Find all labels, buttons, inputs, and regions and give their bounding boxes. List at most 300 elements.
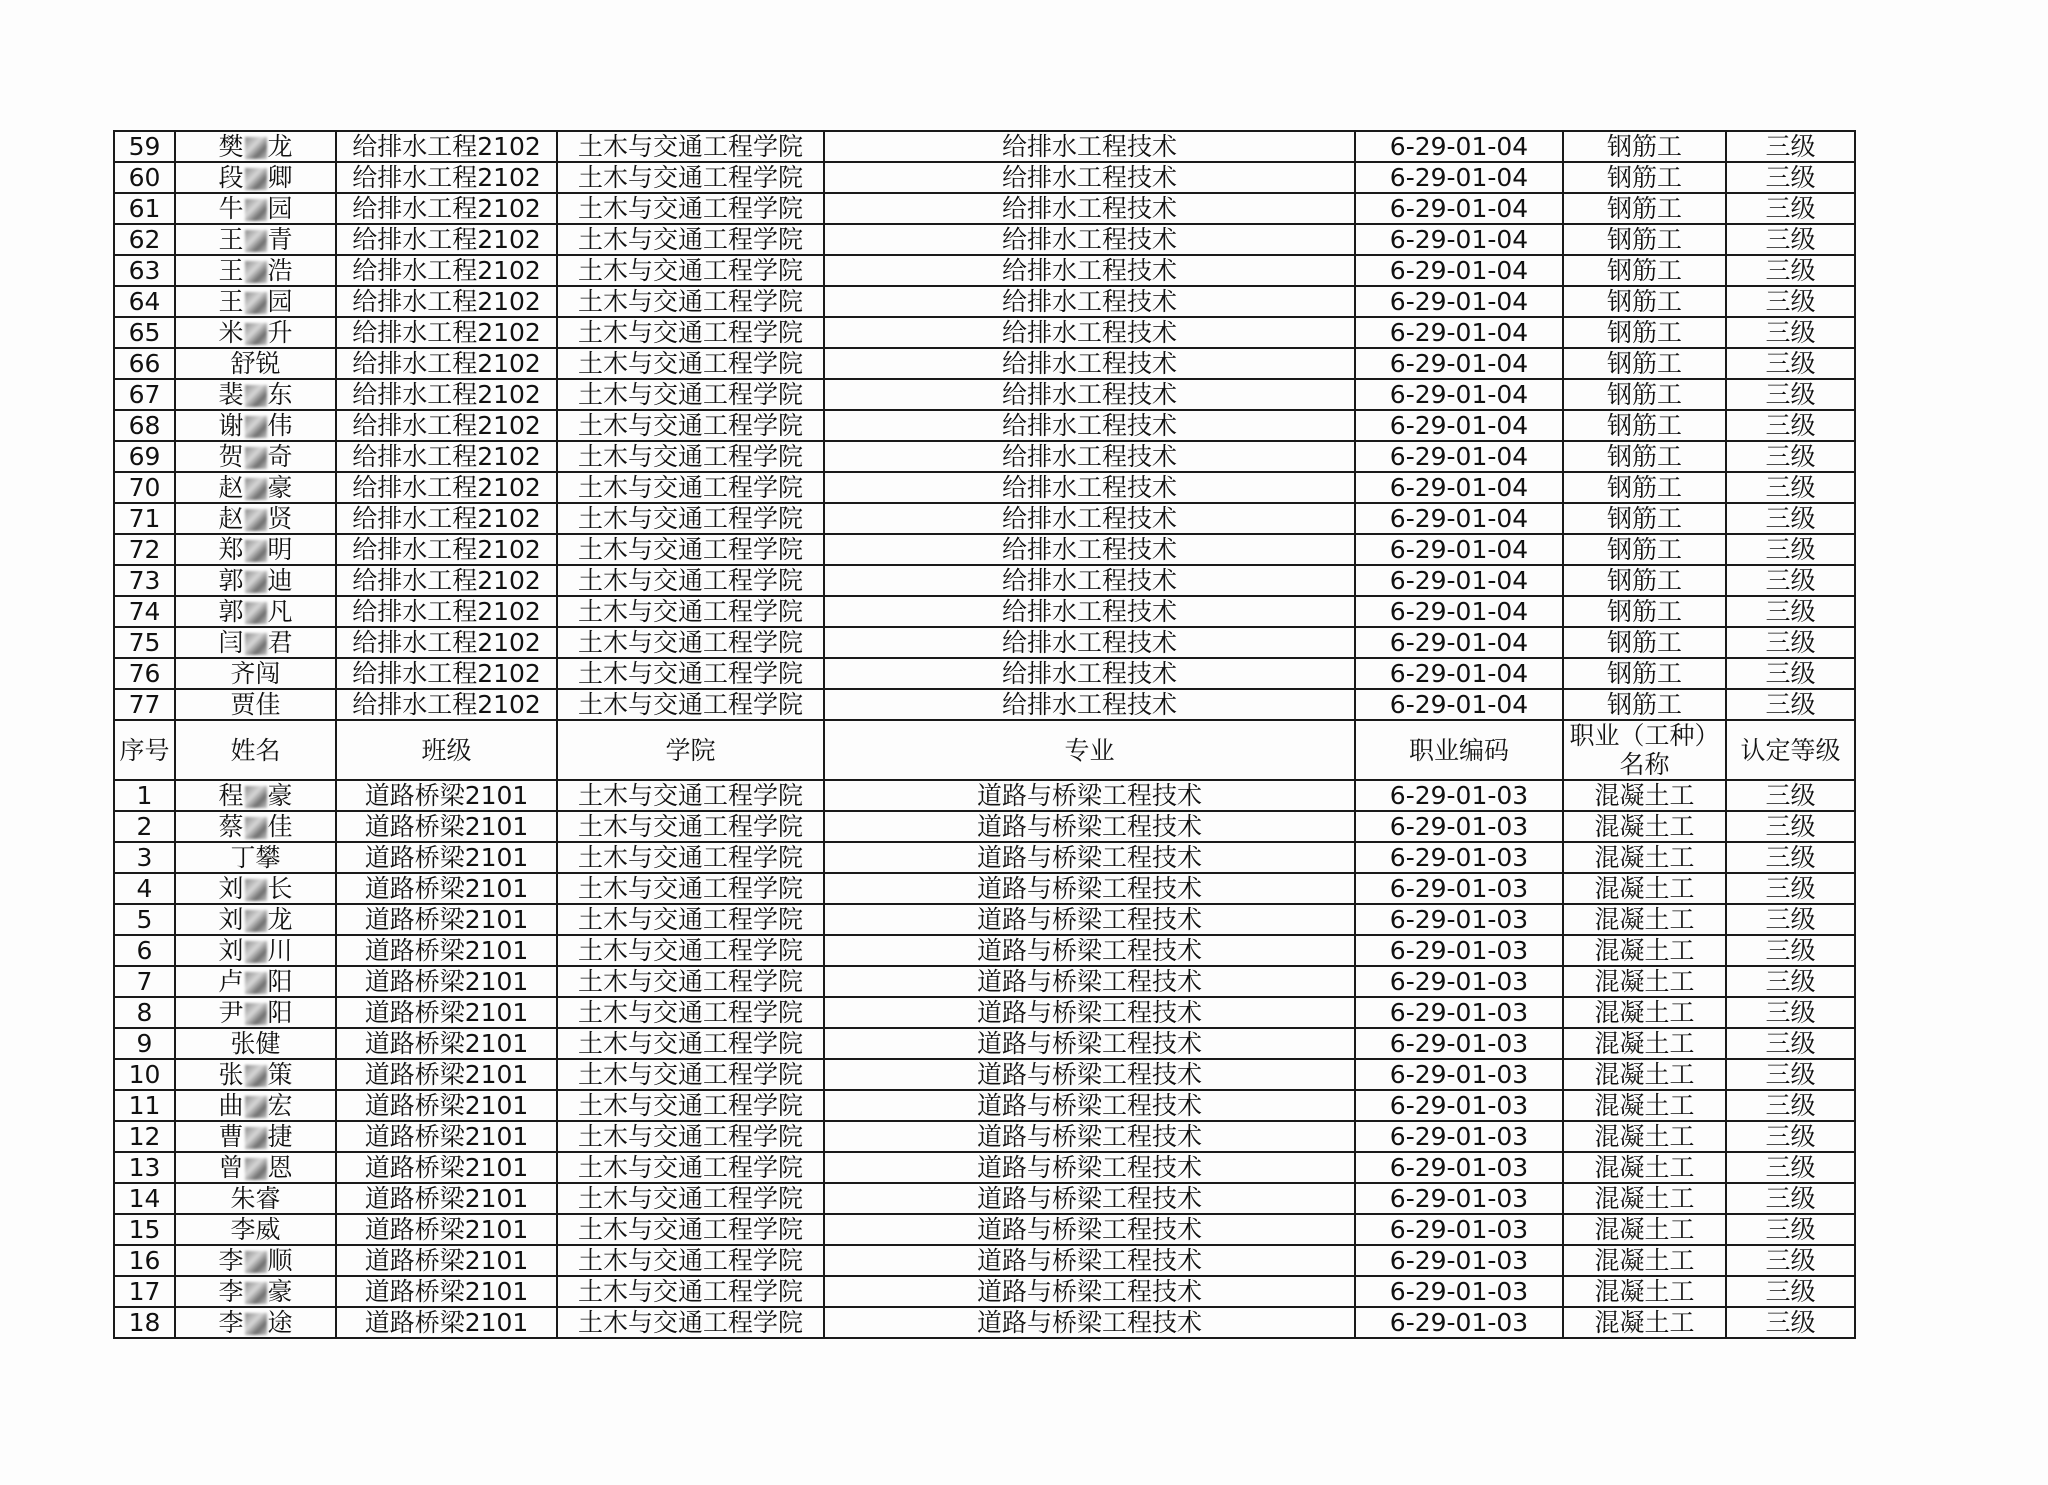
redaction-mask [245, 941, 267, 963]
name-char: 牛 [218, 194, 244, 223]
cell-class: 道路桥梁2101 [336, 1214, 557, 1245]
cell-job: 钢筋工 [1563, 565, 1726, 596]
cell-major: 给排水工程技术 [824, 286, 1355, 317]
cell-name [175, 286, 336, 317]
cell-seq: 77 [114, 689, 175, 720]
cell-college: 土木与交通工程学院 [557, 441, 824, 472]
cell-job: 混凝土工 [1563, 997, 1726, 1028]
cell-level: 三级 [1726, 472, 1855, 503]
cell-class: 道路桥梁2101 [336, 1276, 557, 1307]
cell-name [175, 842, 336, 873]
redaction-mask [245, 1251, 267, 1273]
cell-name [175, 193, 336, 224]
cell-code: 6-29-01-04 [1355, 534, 1563, 565]
name-char: 东 [267, 380, 293, 409]
cell-major: 给排水工程技术 [824, 565, 1355, 596]
cell-code: 6-29-01-04 [1355, 348, 1563, 379]
name-char: 谢 [218, 411, 244, 440]
cell-seq: 59 [114, 131, 175, 162]
table-row [114, 193, 1855, 224]
table-row [114, 1121, 1855, 1152]
cell-class: 给排水工程2102 [336, 193, 557, 224]
cell-major: 道路与桥梁工程技术 [824, 811, 1355, 842]
cell-level: 三级 [1726, 162, 1855, 193]
cell-code: 6-29-01-04 [1355, 317, 1563, 348]
cell-major: 给排水工程技术 [824, 689, 1355, 720]
cell-code: 6-29-01-03 [1355, 935, 1563, 966]
name-char: 龙 [267, 132, 293, 161]
redaction-mask [245, 786, 267, 808]
cell-seq: 60 [114, 162, 175, 193]
cell-seq: 3 [114, 842, 175, 873]
redaction-mask [245, 1127, 267, 1149]
cell-level: 三级 [1726, 1183, 1855, 1214]
cell-major: 道路与桥梁工程技术 [824, 842, 1355, 873]
table-row [114, 627, 1855, 658]
name-char: 曲 [218, 1091, 244, 1120]
header-job: 职业（工种）名称 [1563, 720, 1726, 780]
header-class: 班级 [336, 720, 557, 780]
cell-seq: 67 [114, 379, 175, 410]
cell-college: 土木与交通工程学院 [557, 565, 824, 596]
cell-job: 混凝土工 [1563, 1152, 1726, 1183]
table-row [114, 1090, 1855, 1121]
cell-name [175, 780, 336, 811]
cell-level: 三级 [1726, 904, 1855, 935]
name-char: 长 [267, 874, 293, 903]
cell-class: 给排水工程2102 [336, 689, 557, 720]
cell-job: 钢筋工 [1563, 193, 1726, 224]
table-row [114, 1183, 1855, 1214]
cell-name [175, 224, 336, 255]
cell-level: 三级 [1726, 317, 1855, 348]
cell-seq: 72 [114, 534, 175, 565]
cell-name [175, 1090, 336, 1121]
redaction-mask [245, 1282, 267, 1304]
cell-major: 道路与桥梁工程技术 [824, 873, 1355, 904]
table-row [114, 441, 1855, 472]
cell-code: 6-29-01-03 [1355, 1183, 1563, 1214]
cell-class: 道路桥梁2101 [336, 1152, 557, 1183]
table-row [114, 379, 1855, 410]
cell-code: 6-29-01-04 [1355, 131, 1563, 162]
table-row [114, 410, 1855, 441]
cell-major: 给排水工程技术 [824, 503, 1355, 534]
cell-class: 给排水工程2102 [336, 534, 557, 565]
redaction-mask [245, 416, 267, 438]
cell-college: 土木与交通工程学院 [557, 193, 824, 224]
name-char: 恩 [267, 1153, 293, 1182]
name-char: 李 [218, 1308, 244, 1337]
cell-code: 6-29-01-03 [1355, 1276, 1563, 1307]
cell-level: 三级 [1726, 131, 1855, 162]
table-row [114, 503, 1855, 534]
cell-code: 6-29-01-04 [1355, 658, 1563, 689]
header-row [114, 720, 1855, 780]
cell-major: 道路与桥梁工程技术 [824, 1090, 1355, 1121]
cell-code: 6-29-01-03 [1355, 1059, 1563, 1090]
cell-major: 给排水工程技术 [824, 193, 1355, 224]
name-char: 李威 [230, 1215, 281, 1244]
cell-seq: 4 [114, 873, 175, 904]
cell-name [175, 1214, 336, 1245]
table-row [114, 842, 1855, 873]
table-row [114, 565, 1855, 596]
cell-college: 土木与交通工程学院 [557, 658, 824, 689]
cell-job: 钢筋工 [1563, 162, 1726, 193]
cell-level: 三级 [1726, 1276, 1855, 1307]
name-char: 李 [218, 1277, 244, 1306]
cell-seq: 16 [114, 1245, 175, 1276]
cell-job: 混凝土工 [1563, 1276, 1726, 1307]
cell-name [175, 596, 336, 627]
cell-college: 土木与交通工程学院 [557, 780, 824, 811]
name-char: 龙 [267, 905, 293, 934]
name-char: 王 [218, 225, 244, 254]
cell-name [175, 1245, 336, 1276]
table-body-bottom [114, 780, 1855, 1338]
cell-seq: 6 [114, 935, 175, 966]
redaction-mask [245, 168, 267, 190]
redaction-mask [245, 817, 267, 839]
name-char: 策 [267, 1060, 293, 1089]
name-char: 途 [267, 1308, 293, 1337]
cell-college: 土木与交通工程学院 [557, 596, 824, 627]
table-row [114, 811, 1855, 842]
cell-seq: 63 [114, 255, 175, 286]
cell-major: 道路与桥梁工程技术 [824, 1183, 1355, 1214]
cell-name [175, 966, 336, 997]
cell-code: 6-29-01-04 [1355, 286, 1563, 317]
table-row [114, 1245, 1855, 1276]
cell-class: 给排水工程2102 [336, 286, 557, 317]
cell-job: 混凝土工 [1563, 966, 1726, 997]
table-row [114, 534, 1855, 565]
cell-level: 三级 [1726, 193, 1855, 224]
cell-college: 土木与交通工程学院 [557, 873, 824, 904]
cell-code: 6-29-01-04 [1355, 162, 1563, 193]
cell-college: 土木与交通工程学院 [557, 1059, 824, 1090]
redaction-mask [245, 1313, 267, 1335]
cell-job: 混凝土工 [1563, 1183, 1726, 1214]
name-char: 裴 [218, 380, 244, 409]
cell-name [175, 348, 336, 379]
cell-class: 道路桥梁2101 [336, 1307, 557, 1338]
name-char: 赵 [218, 473, 244, 502]
cell-name [175, 1059, 336, 1090]
name-char: 豪 [267, 781, 293, 810]
cell-major: 道路与桥梁工程技术 [824, 997, 1355, 1028]
cell-code: 6-29-01-03 [1355, 811, 1563, 842]
cell-job: 钢筋工 [1563, 596, 1726, 627]
cell-code: 6-29-01-03 [1355, 966, 1563, 997]
cell-class: 道路桥梁2101 [336, 935, 557, 966]
name-char: 卿 [267, 163, 293, 192]
cell-name [175, 658, 336, 689]
name-char: 奇 [267, 442, 293, 471]
cell-major: 给排水工程技术 [824, 317, 1355, 348]
name-char: 王 [218, 256, 244, 285]
name-char: 伟 [267, 411, 293, 440]
name-char: 捷 [267, 1122, 293, 1151]
redaction-mask [245, 879, 267, 901]
cell-college: 土木与交通工程学院 [557, 811, 824, 842]
cell-code: 6-29-01-03 [1355, 1307, 1563, 1338]
cell-class: 给排水工程2102 [336, 379, 557, 410]
cell-level: 三级 [1726, 596, 1855, 627]
cell-seq: 7 [114, 966, 175, 997]
redaction-mask [245, 385, 267, 407]
cell-class: 给排水工程2102 [336, 162, 557, 193]
name-char: 丁攀 [230, 843, 281, 872]
cell-college: 土木与交通工程学院 [557, 842, 824, 873]
cell-job: 混凝土工 [1563, 1121, 1726, 1152]
cell-level: 三级 [1726, 997, 1855, 1028]
name-char: 佳 [267, 812, 293, 841]
cell-seq: 5 [114, 904, 175, 935]
cell-major: 道路与桥梁工程技术 [824, 780, 1355, 811]
cell-name [175, 1307, 336, 1338]
cell-job: 混凝土工 [1563, 1028, 1726, 1059]
cell-name [175, 317, 336, 348]
cell-major: 道路与桥梁工程技术 [824, 1307, 1355, 1338]
cell-name [175, 441, 336, 472]
cell-code: 6-29-01-04 [1355, 565, 1563, 596]
cell-level: 三级 [1726, 842, 1855, 873]
cell-code: 6-29-01-03 [1355, 904, 1563, 935]
cell-code: 6-29-01-03 [1355, 1245, 1563, 1276]
cell-name [175, 565, 336, 596]
cell-level: 三级 [1726, 286, 1855, 317]
cell-level: 三级 [1726, 255, 1855, 286]
cell-college: 土木与交通工程学院 [557, 904, 824, 935]
cell-name [175, 627, 336, 658]
cell-class: 道路桥梁2101 [336, 842, 557, 873]
table-row [114, 873, 1855, 904]
cell-code: 6-29-01-04 [1355, 255, 1563, 286]
cell-code: 6-29-01-04 [1355, 627, 1563, 658]
name-char: 贾佳 [230, 690, 281, 719]
cell-seq: 14 [114, 1183, 175, 1214]
cell-class: 给排水工程2102 [336, 658, 557, 689]
cell-code: 6-29-01-04 [1355, 193, 1563, 224]
cell-class: 给排水工程2102 [336, 503, 557, 534]
cell-college: 土木与交通工程学院 [557, 1307, 824, 1338]
cell-job: 钢筋工 [1563, 286, 1726, 317]
cell-level: 三级 [1726, 658, 1855, 689]
cell-class: 道路桥梁2101 [336, 1028, 557, 1059]
cell-seq: 15 [114, 1214, 175, 1245]
name-char: 李 [218, 1246, 244, 1275]
cell-code: 6-29-01-03 [1355, 1028, 1563, 1059]
cell-name [175, 1183, 336, 1214]
cell-name [175, 162, 336, 193]
cell-level: 三级 [1726, 1121, 1855, 1152]
cell-level: 三级 [1726, 873, 1855, 904]
cell-class: 给排水工程2102 [336, 627, 557, 658]
table-row [114, 966, 1855, 997]
cell-college: 土木与交通工程学院 [557, 286, 824, 317]
cell-code: 6-29-01-04 [1355, 689, 1563, 720]
cell-major: 给排水工程技术 [824, 627, 1355, 658]
cell-major: 道路与桥梁工程技术 [824, 1214, 1355, 1245]
name-char: 青 [267, 225, 293, 254]
cell-name [175, 873, 336, 904]
name-char: 园 [267, 194, 293, 223]
header-college: 学院 [557, 720, 824, 780]
cell-major: 给排水工程技术 [824, 534, 1355, 565]
table-header [114, 720, 1855, 780]
cell-class: 给排水工程2102 [336, 255, 557, 286]
name-char: 升 [267, 318, 293, 347]
cell-code: 6-29-01-03 [1355, 842, 1563, 873]
cell-job: 混凝土工 [1563, 935, 1726, 966]
header-seq: 序号 [114, 720, 175, 780]
cell-level: 三级 [1726, 966, 1855, 997]
cell-level: 三级 [1726, 441, 1855, 472]
cell-college: 土木与交通工程学院 [557, 1214, 824, 1245]
name-char: 程 [218, 781, 244, 810]
redaction-mask [245, 230, 267, 252]
redaction-mask [245, 199, 267, 221]
cell-job: 钢筋工 [1563, 627, 1726, 658]
cell-job: 钢筋工 [1563, 224, 1726, 255]
cell-major: 给排水工程技术 [824, 131, 1355, 162]
cell-college: 土木与交通工程学院 [557, 627, 824, 658]
cell-major: 给排水工程技术 [824, 410, 1355, 441]
cell-seq: 17 [114, 1276, 175, 1307]
name-char: 赵 [218, 504, 244, 533]
cell-major: 给排水工程技术 [824, 596, 1355, 627]
name-char: 蔡 [218, 812, 244, 841]
cell-class: 道路桥梁2101 [336, 1245, 557, 1276]
table-row [114, 658, 1855, 689]
cell-class: 道路桥梁2101 [336, 1090, 557, 1121]
cell-job: 混凝土工 [1563, 1214, 1726, 1245]
name-char: 张 [218, 1060, 244, 1089]
name-char: 贺 [218, 442, 244, 471]
cell-major: 道路与桥梁工程技术 [824, 1121, 1355, 1152]
table-row [114, 286, 1855, 317]
cell-job: 混凝土工 [1563, 1090, 1726, 1121]
cell-college: 土木与交通工程学院 [557, 1121, 824, 1152]
cell-seq: 73 [114, 565, 175, 596]
cell-name [175, 1121, 336, 1152]
redaction-mask [245, 540, 267, 562]
cell-job: 钢筋工 [1563, 255, 1726, 286]
cell-seq: 64 [114, 286, 175, 317]
name-char: 贤 [267, 504, 293, 533]
cell-seq: 11 [114, 1090, 175, 1121]
cell-name [175, 255, 336, 286]
cell-job: 钢筋工 [1563, 348, 1726, 379]
cell-class: 给排水工程2102 [336, 596, 557, 627]
cell-seq: 10 [114, 1059, 175, 1090]
cell-job: 混凝土工 [1563, 873, 1726, 904]
cell-class: 道路桥梁2101 [336, 1121, 557, 1152]
redaction-mask [245, 602, 267, 624]
redaction-mask [245, 447, 267, 469]
cell-college: 土木与交通工程学院 [557, 1090, 824, 1121]
cell-college: 土木与交通工程学院 [557, 966, 824, 997]
name-char: 阳 [267, 998, 293, 1027]
cell-level: 三级 [1726, 1214, 1855, 1245]
name-char: 朱睿 [230, 1184, 281, 1213]
table-row [114, 904, 1855, 935]
cell-level: 三级 [1726, 935, 1855, 966]
cell-class: 道路桥梁2101 [336, 1059, 557, 1090]
cell-name [175, 410, 336, 441]
redaction-mask [245, 972, 267, 994]
cell-major: 道路与桥梁工程技术 [824, 1276, 1355, 1307]
redaction-mask [245, 509, 267, 531]
cell-class: 给排水工程2102 [336, 410, 557, 441]
cell-name [175, 1028, 336, 1059]
cell-seq: 75 [114, 627, 175, 658]
cell-code: 6-29-01-04 [1355, 596, 1563, 627]
cell-college: 土木与交通工程学院 [557, 255, 824, 286]
cell-college: 土木与交通工程学院 [557, 224, 824, 255]
name-char: 刘 [218, 936, 244, 965]
name-char: 米 [218, 318, 244, 347]
cell-job: 钢筋工 [1563, 410, 1726, 441]
cell-code: 6-29-01-03 [1355, 1090, 1563, 1121]
cell-level: 三级 [1726, 689, 1855, 720]
cell-seq: 61 [114, 193, 175, 224]
header-name: 姓名 [175, 720, 336, 780]
cell-level: 三级 [1726, 780, 1855, 811]
cell-class: 给排水工程2102 [336, 224, 557, 255]
cell-code: 6-29-01-03 [1355, 997, 1563, 1028]
cell-college: 土木与交通工程学院 [557, 317, 824, 348]
cell-level: 三级 [1726, 627, 1855, 658]
cell-code: 6-29-01-04 [1355, 224, 1563, 255]
redaction-mask [245, 1003, 267, 1025]
redaction-mask [245, 478, 267, 500]
cell-college: 土木与交通工程学院 [557, 472, 824, 503]
name-char: 阳 [267, 967, 293, 996]
table-row [114, 1307, 1855, 1338]
cell-code: 6-29-01-03 [1355, 1152, 1563, 1183]
cell-code: 6-29-01-04 [1355, 410, 1563, 441]
cell-college: 土木与交通工程学院 [557, 534, 824, 565]
cell-name [175, 1276, 336, 1307]
name-char: 樊 [218, 132, 244, 161]
cell-class: 给排水工程2102 [336, 565, 557, 596]
cell-level: 三级 [1726, 1245, 1855, 1276]
redaction-mask [245, 1158, 267, 1180]
cell-seq: 65 [114, 317, 175, 348]
cell-college: 土木与交通工程学院 [557, 1183, 824, 1214]
name-char: 张健 [230, 1029, 281, 1058]
cell-class: 给排水工程2102 [336, 441, 557, 472]
cell-college: 土木与交通工程学院 [557, 1028, 824, 1059]
cell-name [175, 935, 336, 966]
cell-major: 道路与桥梁工程技术 [824, 1028, 1355, 1059]
cell-major: 道路与桥梁工程技术 [824, 1059, 1355, 1090]
name-char: 顺 [267, 1246, 293, 1275]
cell-job: 混凝土工 [1563, 1059, 1726, 1090]
redaction-mask [245, 323, 267, 345]
name-char: 君 [267, 628, 293, 657]
cell-job: 混凝土工 [1563, 811, 1726, 842]
cell-name [175, 503, 336, 534]
cell-name [175, 904, 336, 935]
name-char: 郑 [218, 535, 244, 564]
table-row [114, 1276, 1855, 1307]
cell-college: 土木与交通工程学院 [557, 162, 824, 193]
table-row [114, 348, 1855, 379]
